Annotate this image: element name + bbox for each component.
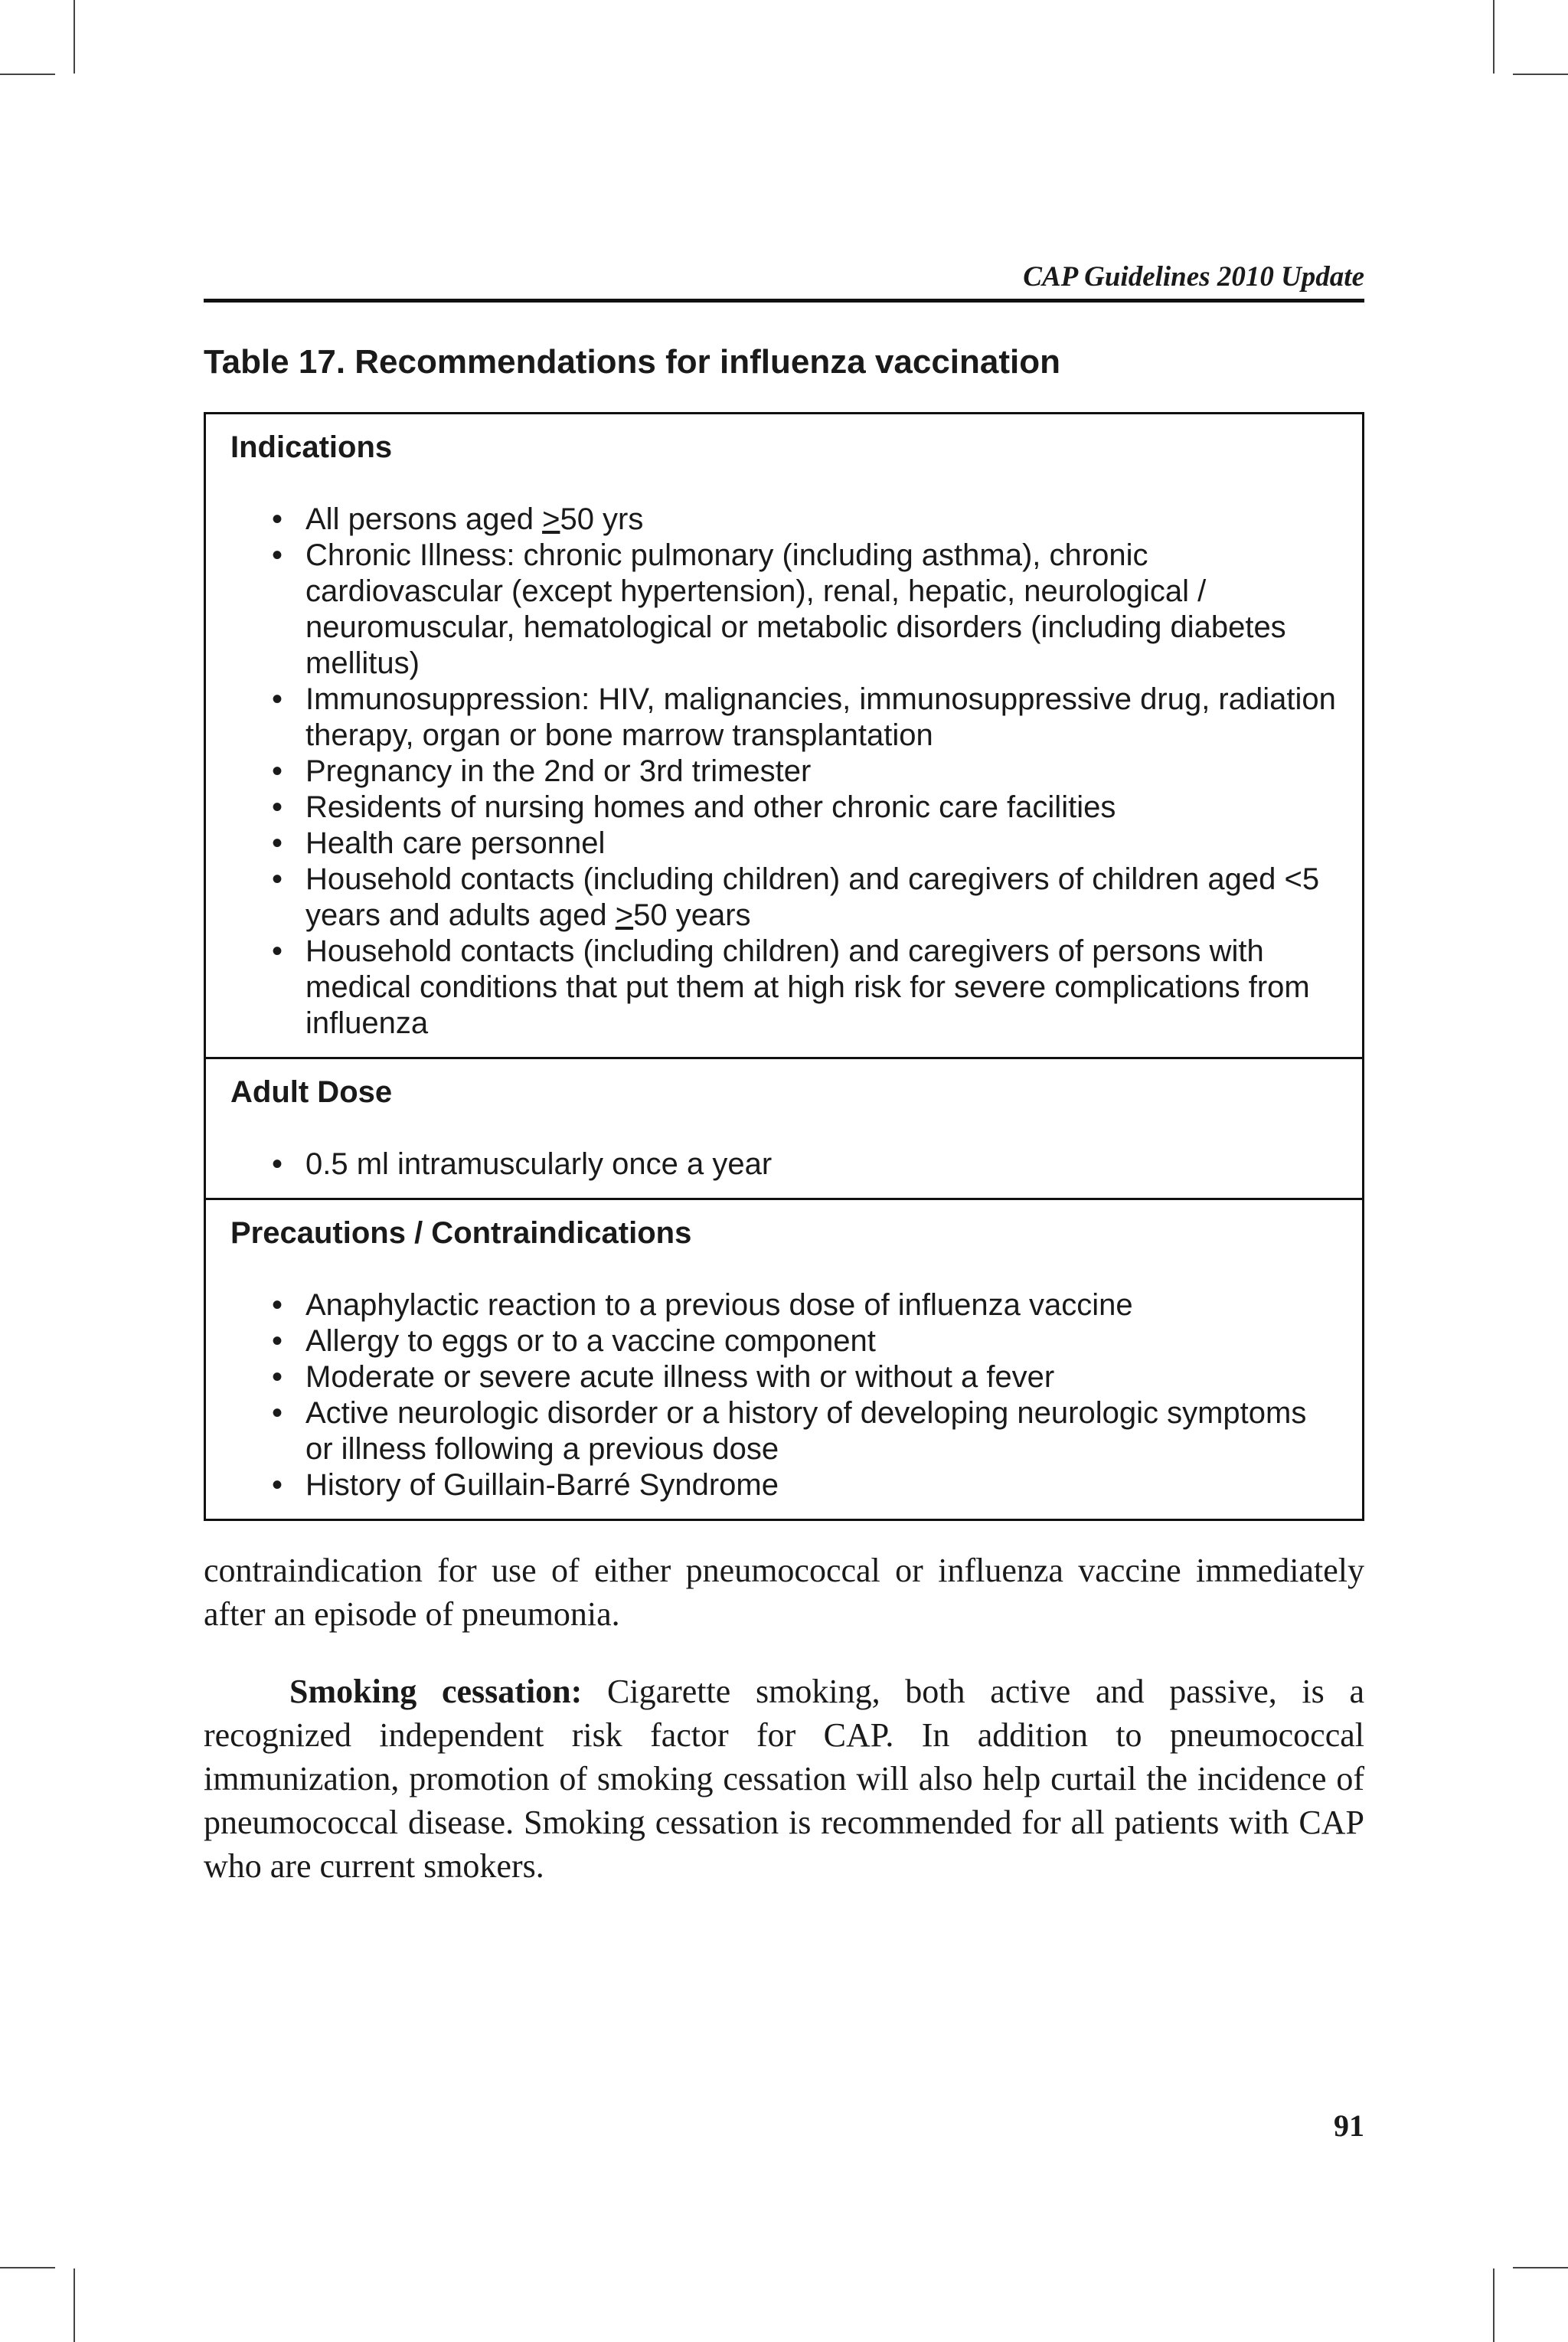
crop-mark	[0, 74, 55, 75]
item-text: Allergy to eggs or to a vaccine component	[305, 1324, 876, 1358]
crop-mark	[1493, 2268, 1494, 2342]
bullet-icon: •	[272, 1396, 283, 1430]
running-head: CAP Guidelines 2010 Update	[1023, 261, 1364, 293]
bullet-icon: •	[272, 934, 283, 968]
item-text: Active neurologic disorder or a history of developing neurologic symptoms or illness following a previous dose	[305, 1396, 1307, 1466]
item-text-underlined: >	[615, 898, 634, 932]
bullet-icon: •	[272, 538, 283, 572]
item-text: Health care personnel	[305, 826, 606, 860]
header-rule	[204, 299, 1364, 303]
bullet-icon: •	[272, 1360, 283, 1394]
bullet-list	[230, 502, 1339, 1042]
crop-mark	[0, 2267, 55, 2268]
table-section	[206, 1198, 1362, 1519]
item-text: 50 years	[633, 898, 751, 932]
section-title: Adult Dose	[230, 1075, 393, 1109]
bullet-icon: •	[272, 1324, 283, 1358]
item-text-underlined: >	[542, 502, 560, 536]
crop-mark	[74, 0, 75, 74]
crop-mark	[1513, 2267, 1568, 2268]
recommendations-table	[204, 412, 1364, 1521]
bullet-icon: •	[272, 862, 283, 896]
crop-mark	[74, 2268, 75, 2342]
list-item	[230, 682, 1339, 754]
body-paragraph	[204, 1670, 1364, 1888]
body-paragraph: contraindication for use of either pneumococcal or influenza vaccine immediately after an episode of pneumonia.	[204, 1552, 1364, 1633]
list-item	[230, 862, 1339, 934]
list-item	[230, 502, 1339, 538]
list-item	[230, 1146, 1339, 1182]
item-text: Household contacts (including children) and caregivers of children aged <5 years and adults aged	[305, 862, 1320, 932]
bullet-icon: •	[272, 682, 283, 716]
bullet-icon: •	[272, 790, 283, 824]
item-text: 0.5 ml intramuscularly once a year	[305, 1147, 773, 1181]
table-caption: Table 17. Recommendations for influenza vaccination	[204, 343, 1060, 381]
paragraph-lead: Smoking cessation:	[289, 1673, 583, 1710]
bullet-list	[230, 1146, 1339, 1182]
bullet-list	[230, 1287, 1339, 1503]
list-item	[230, 754, 1339, 790]
crop-mark	[1513, 74, 1568, 75]
item-text: Anaphylactic reaction to a previous dose of influenza vaccine	[305, 1288, 1133, 1322]
section-title: Precautions / Contraindications	[230, 1216, 692, 1250]
bullet-icon: •	[272, 754, 283, 788]
section-title: Indications	[230, 430, 393, 464]
paragraph-text: Cigarette smoking, both active and passive, is a recognized independent risk factor for CAP. In addition to pneumococcal immunization, promotion of smoking cessation will also help curtail the incidence of pneumococcal disease. Smoking cessation is recommended for all patients with CAP who are current smokers.	[204, 1673, 1365, 1885]
item-text: 50 yrs	[560, 502, 644, 536]
list-item	[230, 1395, 1339, 1467]
table-section	[206, 414, 1362, 1057]
bullet-icon: •	[272, 826, 283, 860]
list-item	[230, 790, 1339, 826]
bullet-icon: •	[272, 502, 283, 536]
page-number: 91	[1334, 2108, 1364, 2143]
list-item	[230, 1287, 1339, 1323]
item-text: Immunosuppression: HIV, malignancies, immunosuppressive drug, radiation therapy, organ or bone marrow transplantation	[305, 682, 1336, 752]
item-text: Residents of nursing homes and other chronic care facilities	[305, 790, 1116, 824]
list-item	[230, 1467, 1339, 1503]
item-text: Moderate or severe acute illness with or without a fever	[305, 1360, 1055, 1394]
item-text: Chronic Illness: chronic pulmonary (including asthma), chronic cardiovascular (except hypertension), renal, hepatic, neurological / neuromuscular, hematological or metabolic disorders (including diabetes mellitus)	[305, 538, 1286, 680]
item-text: History of Guillain-Barré Syndrome	[305, 1468, 779, 1502]
list-item	[230, 934, 1339, 1042]
crop-mark	[1493, 0, 1494, 74]
list-item	[230, 826, 1339, 862]
bullet-icon: •	[272, 1147, 283, 1181]
list-item	[230, 1359, 1339, 1395]
bullet-icon: •	[272, 1468, 283, 1502]
list-item	[230, 1323, 1339, 1359]
item-text: All persons aged	[305, 502, 543, 536]
table-section	[206, 1057, 1362, 1198]
list-item	[230, 538, 1339, 682]
item-text: Household contacts (including children) and caregivers of persons with medical conditions that put them at high risk for severe complications from influenza	[305, 934, 1310, 1040]
item-text: Pregnancy in the 2nd or 3rd trimester	[305, 754, 812, 788]
bullet-icon: •	[272, 1288, 283, 1322]
